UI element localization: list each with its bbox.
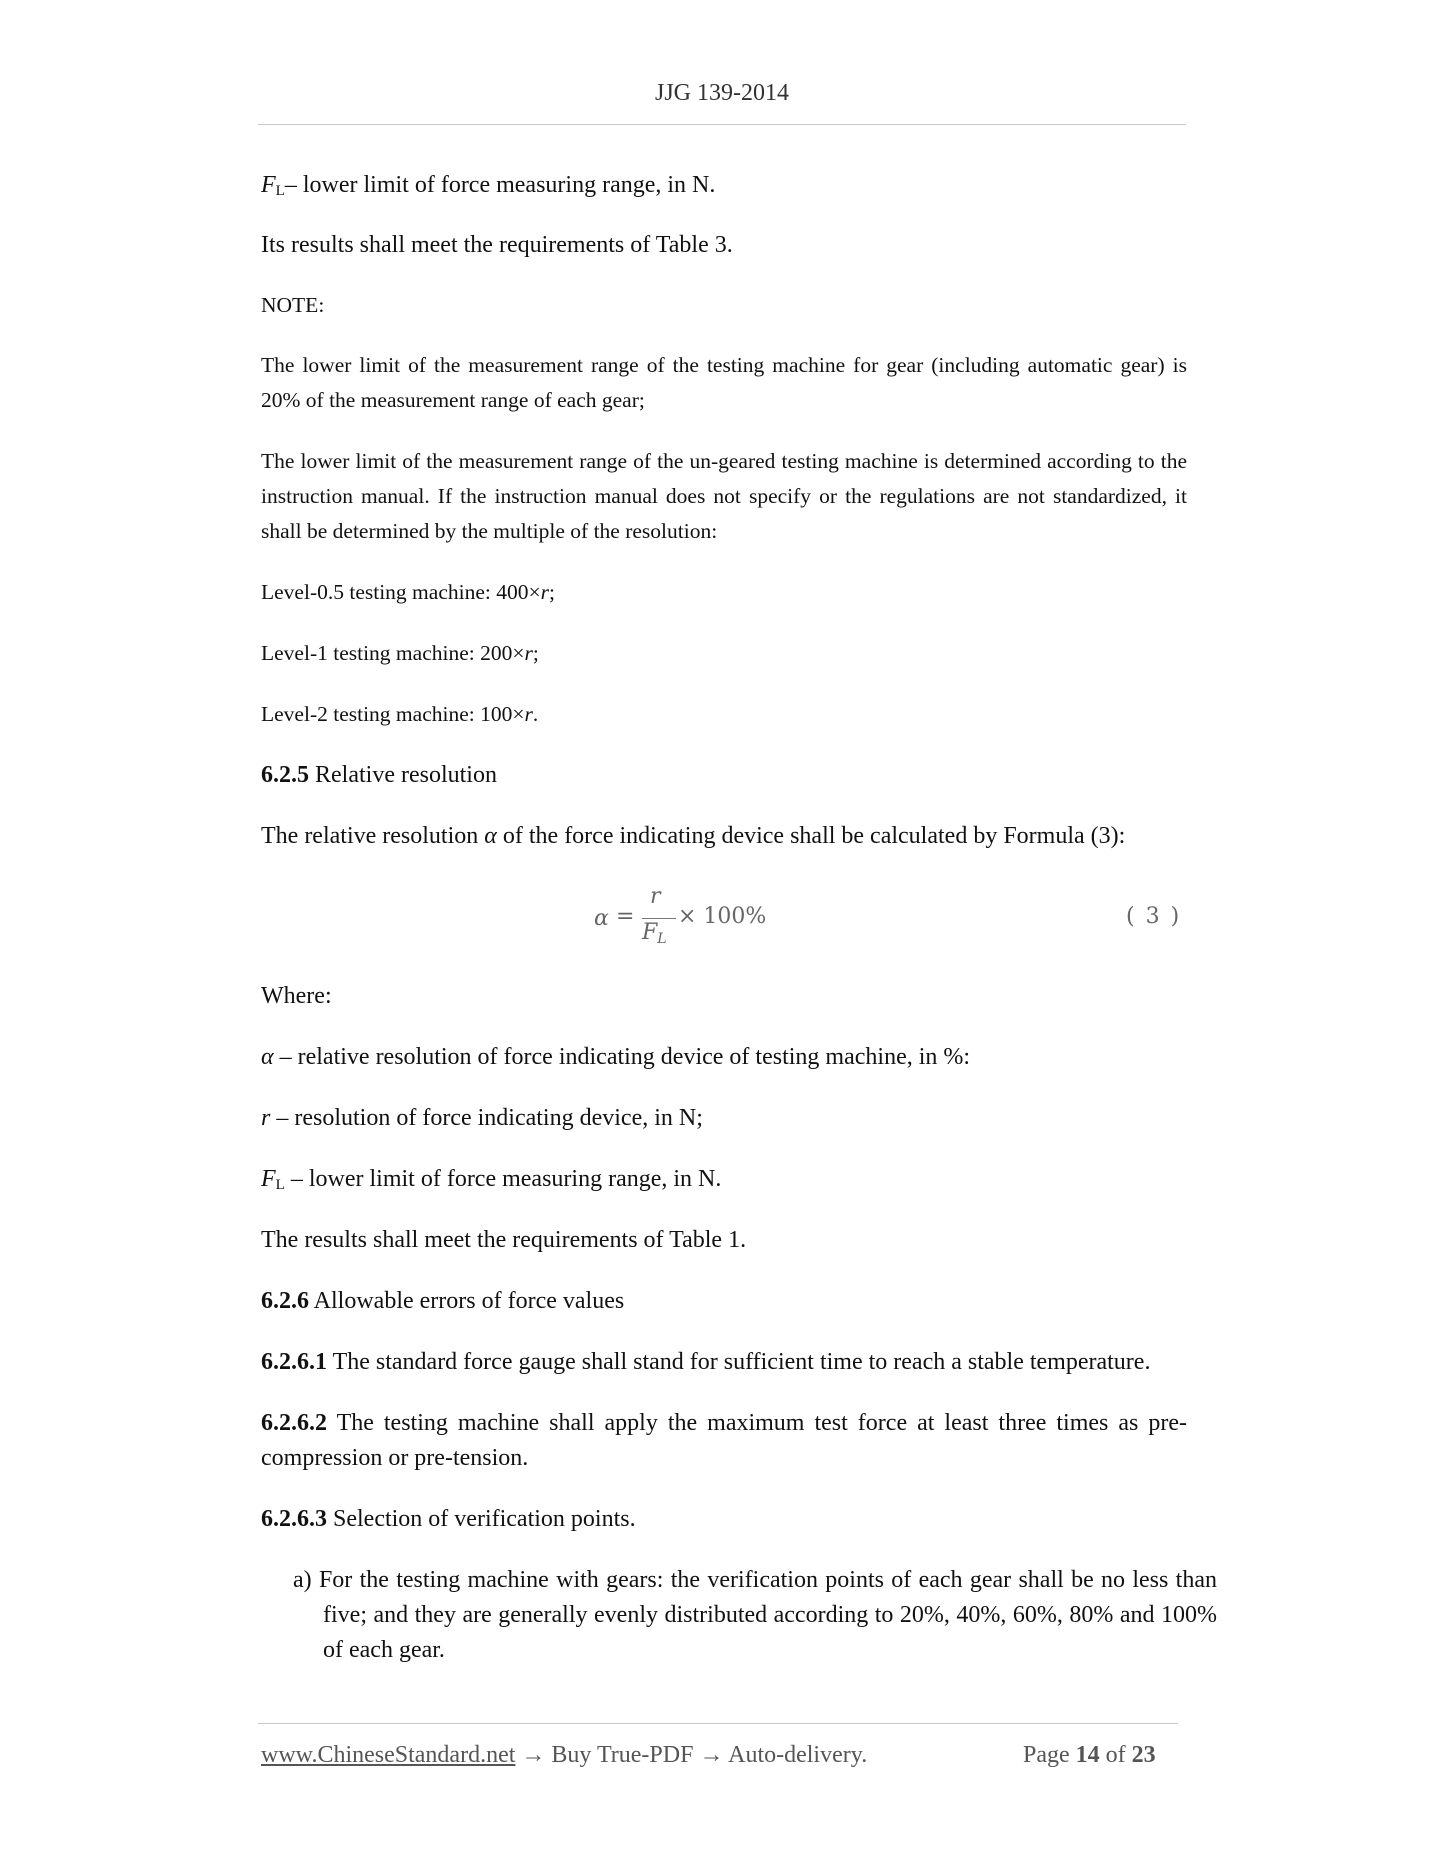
of-label: of (1105, 1742, 1126, 1768)
footer-promo-text: → Buy True-PDF → Auto-delivery. (515, 1742, 868, 1768)
section-6-2-6-3 (261, 1502, 636, 1537)
page-current: 14 (1075, 1742, 1100, 1768)
level-1-line (261, 636, 539, 671)
section-number: 6.2.6.3 (261, 1506, 327, 1532)
symbol-l-sub: L (275, 1177, 285, 1193)
footer-page-number (1023, 1742, 1156, 1769)
formula-3 (590, 884, 830, 958)
r-definition-text: – resolution of force indicating device, in N; (270, 1105, 703, 1131)
level-05-text: Level-0.5 testing machine: 400× (261, 580, 541, 604)
symbol-alpha: α (261, 1044, 274, 1070)
footer-divider (258, 1723, 1178, 1724)
section-number: 6.2.6.2 (261, 1410, 327, 1436)
header-divider (258, 124, 1186, 125)
fl-definition-text: – lower limit of force measuring range, in N. (284, 172, 716, 198)
section-text: Selection of verification points. (327, 1506, 636, 1532)
section-6-2-6-1 (261, 1345, 1150, 1380)
intro-text-a: The relative resolution (261, 823, 485, 849)
page-label: Page (1023, 1742, 1070, 1768)
symbol-f: F (261, 172, 276, 198)
formula-number: ( 3 ) (1126, 904, 1182, 929)
footer-promo (261, 1742, 867, 1769)
page-total: 23 (1131, 1742, 1156, 1768)
formula-numerator: r (650, 884, 661, 909)
formula-rhs: × 100% (678, 904, 767, 929)
note-paragraph-1: The lower limit of the measurement range of the testing machine for gear (including automatic gear) is 20% of the measurement range of each gear; (261, 353, 1187, 412)
level-05-end: ; (548, 580, 555, 604)
symbol-r: r (540, 580, 549, 604)
formula-denominator-f: F (642, 920, 658, 945)
formula-denominator (642, 920, 667, 947)
note-label: NOTE: (261, 293, 325, 317)
list-item-a: a) For the testing machine with gears: the verification points of each gear shall be no less than five; and they are generally evenly distributed according to 20%, 40%, 60%, 80% and 100% of each gear. (293, 1567, 1217, 1663)
section-number: 6.2.5 (261, 762, 309, 788)
section-text: The testing machine shall apply the maximum test force at least three times as pre-compression or pre-tension. (261, 1410, 1187, 1471)
intro-text-b: of the force indicating device shall be calculated by Formula (3): (496, 823, 1126, 849)
level-05-line (261, 575, 555, 610)
formula-equals: = (616, 904, 635, 929)
symbol-f: F (261, 1166, 276, 1192)
formula-denominator-sub: L (657, 931, 667, 947)
section-number: 6.2.6 (261, 1288, 309, 1314)
formula-fraction-bar (642, 918, 676, 919)
footer-site-link[interactable]: www.ChineseStandard.net (261, 1742, 516, 1768)
fl-definition-line (261, 168, 715, 209)
level-2-line (261, 697, 538, 732)
alpha-definition-line (261, 1040, 970, 1075)
results-table1-line: The results shall meet the requirements of Table 1. (261, 1227, 747, 1253)
symbol-l-sub: L (275, 183, 285, 199)
section-6-2-6-heading (261, 1284, 624, 1319)
symbol-r: r (261, 1105, 271, 1131)
section-number: 6.2.6.1 (261, 1349, 327, 1375)
section-6-2-6-2 (261, 1406, 1187, 1476)
section-title: Relative resolution (309, 762, 497, 788)
fl-definition-line-2 (261, 1162, 721, 1203)
note-paragraph-2: The lower limit of the measurement range of the un-geared testing machine is determined according to the instruction manual. If the instruction manual does not specify or the regulations are not standardized, it shall be determined by the multiple of the resolution: (261, 449, 1187, 543)
fl-definition-text-2: – lower limit of force measuring range, in N. (284, 1166, 722, 1192)
section-title: Allowable errors of force values (309, 1288, 625, 1314)
where-label: Where: (261, 983, 332, 1009)
level-2-end: . (532, 702, 539, 726)
symbol-r: r (524, 641, 533, 665)
page-header-title: JJG 139-2014 (654, 80, 789, 106)
level-1-end: ; (532, 641, 539, 665)
results-table3-line: Its results shall meet the requirements of Table 3. (261, 232, 733, 258)
formula-lhs: α (594, 906, 609, 931)
section-text: The standard force gauge shall stand for sufficient time to reach a stable temperature. (327, 1349, 1151, 1375)
section-6-2-5-heading (261, 758, 497, 793)
symbol-r: r (524, 702, 533, 726)
alpha-definition-text: – relative resolution of force indicating device of testing machine, in %: (273, 1044, 971, 1070)
level-2-text: Level-2 testing machine: 100× (261, 702, 525, 726)
level-1-text: Level-1 testing machine: 200× (261, 641, 525, 665)
relative-resolution-intro (261, 819, 1125, 854)
r-definition-line (261, 1101, 703, 1136)
symbol-alpha: α (484, 823, 497, 849)
